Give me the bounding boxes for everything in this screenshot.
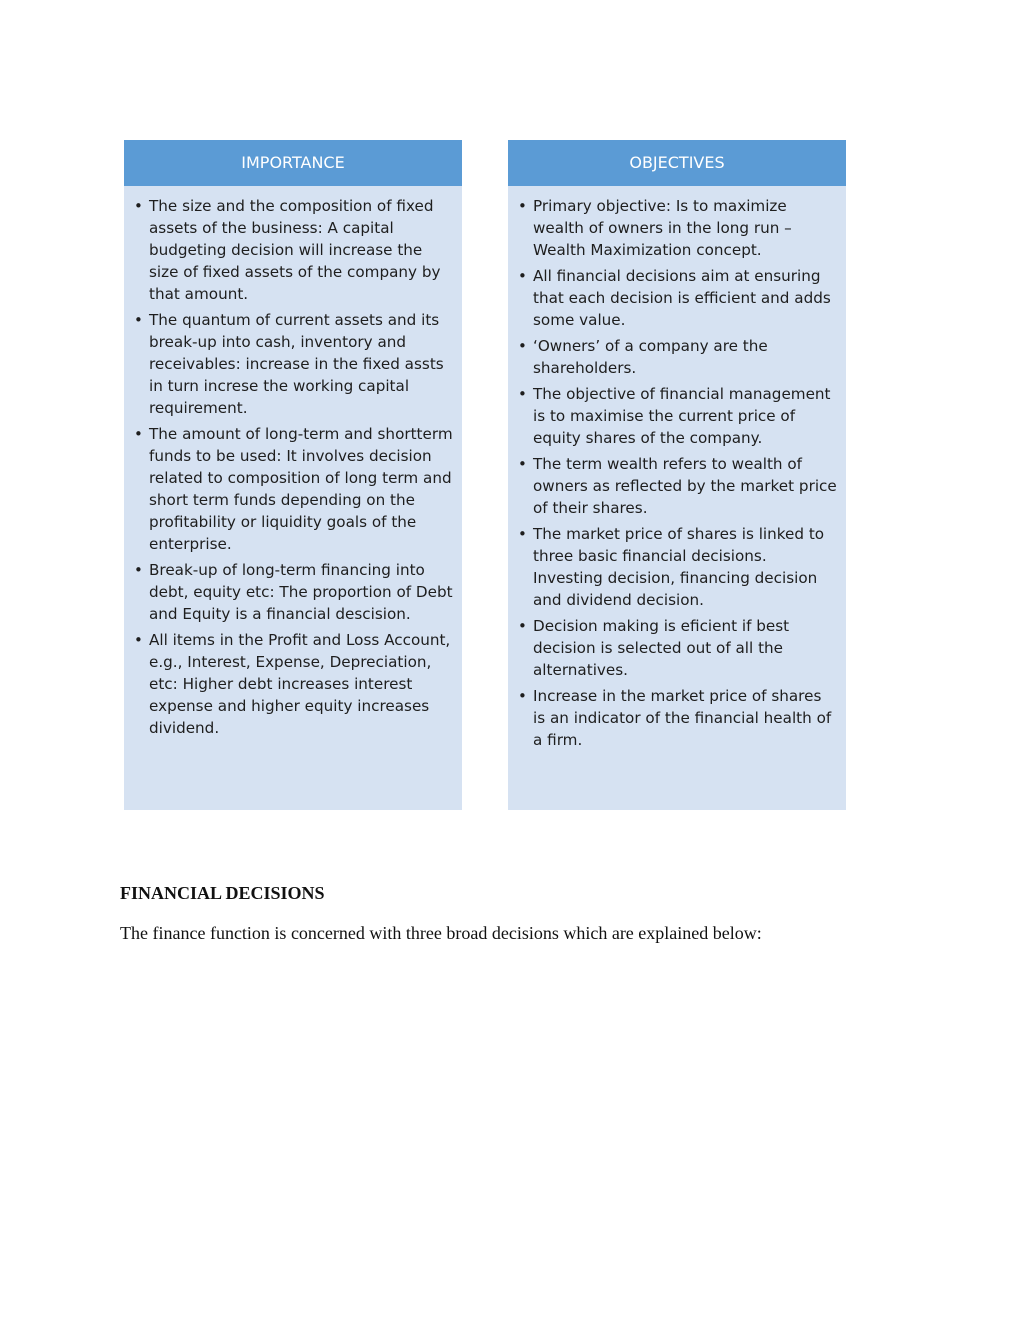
list-item-text: The size and the composition of fixed assets of the business: A capital budgeting decision will increase the size of fixed assets of the company by that amount.	[149, 197, 441, 303]
objectives-panel	[508, 140, 846, 810]
list-item	[518, 265, 838, 331]
importance-panel	[124, 140, 462, 810]
list-item	[518, 195, 838, 261]
list-item-text: The term wealth refers to wealth of owners as reflected by the market price of their shares.	[533, 455, 837, 517]
list-item	[518, 453, 838, 519]
section-paragraph: The finance function is concerned with three broad decisions which are explained below:	[120, 923, 762, 943]
objectives-list	[508, 186, 846, 751]
list-item-text: ‘Owners’ of a company are the shareholders.	[533, 337, 768, 377]
list-item-text: The market price of shares is linked to three basic financial decisions. Investing decision, financing decision and dividend decision.	[533, 525, 825, 609]
bullet-icon: •	[134, 631, 143, 649]
list-item-text: Primary objective: Is to maximize wealth of owners in the long run – Wealth Maximization concept.	[533, 197, 792, 259]
list-item-text: The quantum of current assets and its break-up into cash, inventory and receivables: increase in the fixed assts in turn increse the working capital requirement.	[149, 311, 444, 417]
objectives-header: OBJECTIVES	[508, 140, 846, 186]
list-item-text: Increase in the market price of shares is an indicator of the financial health of a firm.	[533, 687, 832, 749]
list-item	[518, 523, 838, 611]
list-item	[518, 383, 838, 449]
bullet-icon: •	[518, 525, 527, 543]
list-item-text: The amount of long-term and shortterm funds to be used: It involves decision related to composition of long term and short term funds depending on the profitability or liquidity goals of the enterprise.	[149, 425, 453, 553]
bullet-icon: •	[134, 561, 143, 579]
list-item	[134, 629, 454, 739]
bullet-icon: •	[518, 385, 527, 403]
list-item-text: Break-up of long-term financing into debt, equity etc: The proportion of Debt and Equity is a financial descision.	[149, 561, 453, 623]
bullet-icon: •	[518, 197, 527, 215]
list-item	[518, 685, 838, 751]
importance-header: IMPORTANCE	[124, 140, 462, 186]
bullet-icon: •	[134, 197, 143, 215]
section-heading: FINANCIAL DECISIONS	[120, 883, 325, 903]
bullet-icon: •	[518, 455, 527, 473]
list-item	[134, 309, 454, 419]
bullet-icon: •	[518, 267, 527, 285]
list-item	[134, 423, 454, 555]
bullet-icon: •	[134, 425, 143, 443]
list-item	[134, 559, 454, 625]
bullet-icon: •	[518, 687, 527, 705]
list-item-text: Decision making is eficient if best decision is selected out of all the alternatives.	[533, 617, 790, 679]
list-item	[134, 195, 454, 305]
list-item-text: All items in the Profit and Loss Account, e.g., Interest, Expense, Depreciation, etc: Higher debt increases interest expense and higher equity increases dividend.	[149, 631, 451, 737]
list-item	[518, 335, 838, 379]
list-item-text: All financial decisions aim at ensuring that each decision is efficient and adds some value.	[533, 267, 831, 329]
list-item-text: The objective of financial management is to maximise the current price of equity shares of the company.	[533, 385, 831, 447]
bullet-icon: •	[518, 337, 527, 355]
bullet-icon: •	[134, 311, 143, 329]
list-item	[518, 615, 838, 681]
bullet-icon: •	[518, 617, 527, 635]
importance-list	[124, 186, 462, 739]
